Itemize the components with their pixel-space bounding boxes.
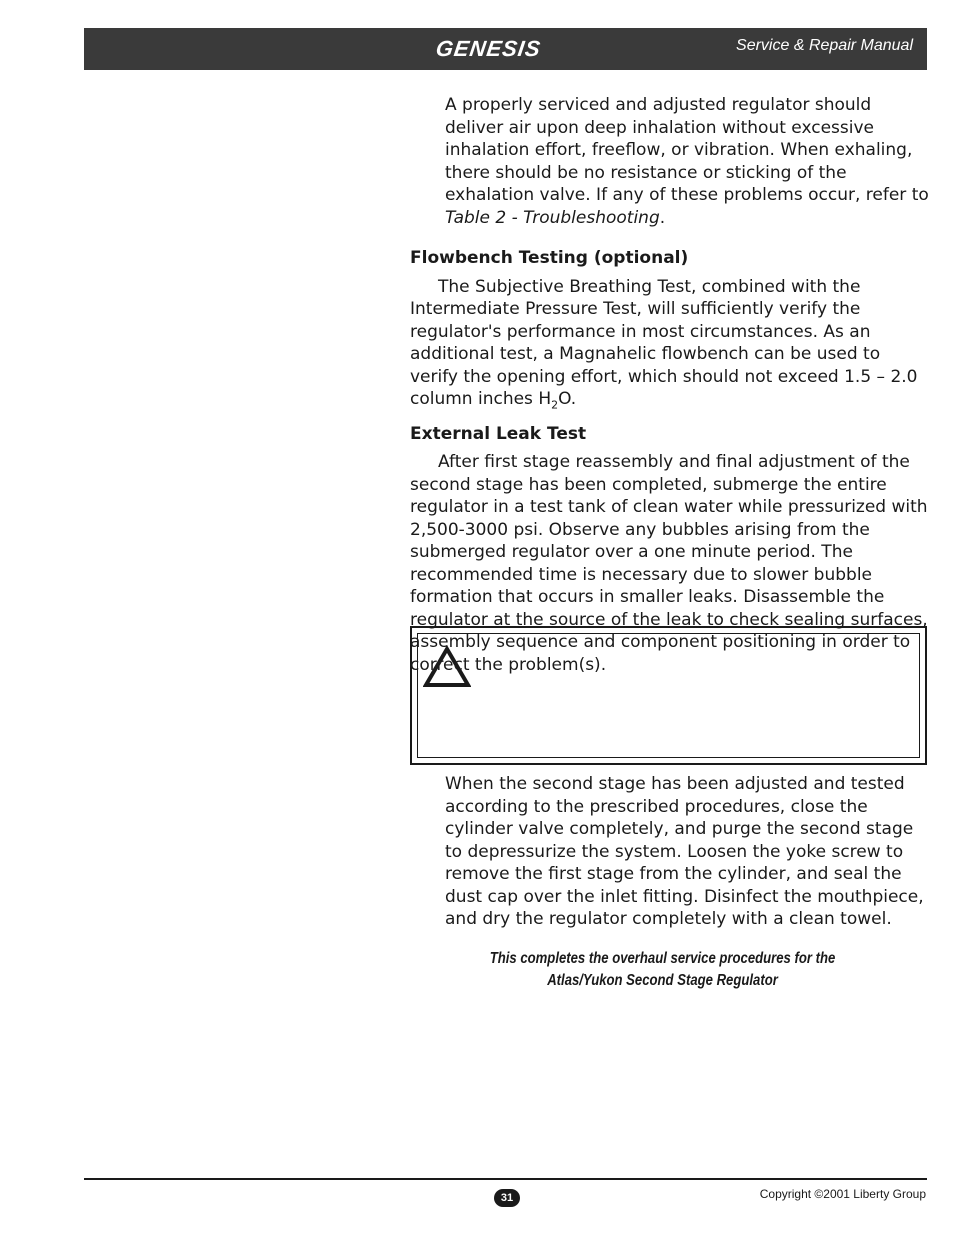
intro-paragraph [410,94,930,229]
completion-note [449,948,875,992]
footer-divider [84,1178,927,1180]
flowbench-end: O. [558,389,577,409]
flowbench-paragraph [410,276,930,411]
flowbench-heading: Flowbench Testing (optional) [410,248,689,268]
header-bar [84,28,927,70]
main-content [410,94,930,676]
copyright-text: Copyright ©2001 Liberty Group [759,1187,926,1201]
intro-end: . [659,207,666,228]
leak-test-paragraph: After first stage reassembly and final adjustment of the second stage has been completed, submerge the entire regulator in a test tank of clean water while pressurized with 2,500-3000 psi. Observe any bubbles arising from the submerged regulator over a one minute period. The recommended time is necessary due to slower bubble formation that occurs in smaller leaks. Disassemble the regulator at the source of the leak to check sealing surfaces, assembly sequence and component positioning in order to correct the problem(s). [410,452,928,675]
warning-triangle-icon [423,645,471,689]
brand-logo: GENESIS [434,36,543,61]
flowbench-subscript: 2 [551,398,559,412]
manual-title: Service & Repair Manual [736,37,913,54]
closing-section [410,773,930,931]
closing-paragraph: When the second stage has been adjusted and tested according to the prescribed procedures, close the cylinder valve completely, and purge the second stage to depressurize the system. Loosen the yoke screw to remove the first stage from the cylinder, and seal the dust cap over the inlet fitting. Disinfect the mouthpiece, and dry the regulator completely with a clean towel. [445,774,924,929]
completion-line-2: Atlas/Yukon Second Stage Regulator [547,972,778,989]
page-number-badge: 31 [494,1189,520,1207]
intro-text: A properly serviced and adjusted regulator should deliver air upon deep inhalation without excessive inhalation effort, freeflow, or vibration. When exhaling, there should be no resistance or sticking of the exhalation valve. If any of these problems occur, refer to [445,95,929,205]
warning-inner-frame [417,633,920,758]
leak-test-heading: External Leak Test [410,423,587,444]
completion-line-1: This completes the overhaul service procedures for the [489,950,836,967]
table-reference: Table 2 - Troubleshooting [445,207,660,228]
flowbench-text: The Subjective Breathing Test, combined with the Intermediate Pressure Test, will sufficiently verify the regulator's performance in most circumstances. As an additional test, a Magnahelic flowbench can be used to verify the opening effort, which should not exceed 1.5 – 2.0 column inches H [410,276,918,409]
warning-box [410,626,927,765]
